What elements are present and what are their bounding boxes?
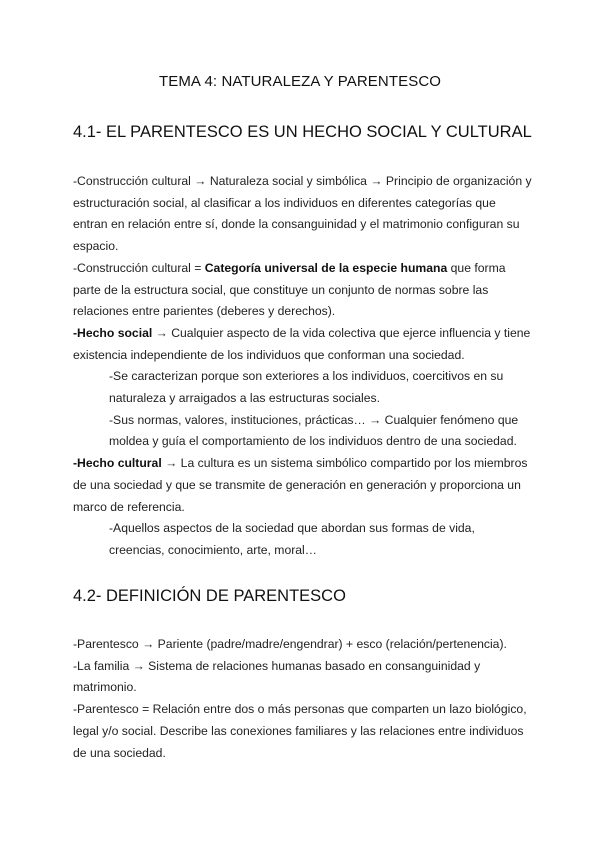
paragraph-aspectos-sociedad: -Aquellos aspectos de la sociedad que abordan sus formas de vida, creencias, conocimiento, arte, moral…	[109, 521, 475, 557]
page-title: TEMA 4: NATURALEZA Y PARENTESCO	[158, 73, 442, 90]
bold-term: -Hecho cultural	[73, 456, 162, 471]
paragraph-parentesco-definicion: -Parentesco = Relación entre dos o más personas que comparten un lazo biológico, legal y/o social. Describe las conexiones familiares y las relaciones entre individuos de una sociedad.	[73, 702, 527, 760]
paragraph-prefix: -Construcción cultural =	[73, 260, 205, 275]
paragraph-caracteristicas: -Se caracterizan porque son exteriores a los individuos, coercitivos en su naturaleza y arraigados a las estructuras sociales.	[109, 369, 504, 406]
paragraph-la-familia: -La familia → Sistema de relaciones humanas basado en consanguinidad y matrimonio.	[73, 658, 481, 695]
paragraph-construccion-cultural: -Construcción cultural → Naturaleza social y simbólica → Principio de organización y estructuración social, al clasificar a los individuos en diferentes categorías que entran en relación entre sí, donde la consanguinidad y el matrimonio configuran su espacio.	[73, 174, 532, 254]
paragraph-categoria-universal	[73, 258, 533, 323]
paragraph-rest: → La cultura es un sistema simbólico compartido por los miembros de una sociedad y que se transmite de generación en generación y proporciona un marco de referencia.	[73, 456, 528, 514]
paragraph-hecho-cultural	[73, 453, 533, 518]
paragraph-rest: → Cualquier aspecto de la vida colectiva que ejerce influencia y tiene existencia independiente de los individuos que conforman una sociedad.	[73, 325, 531, 362]
bold-term: Categoría universal de la especie humana	[204, 260, 448, 275]
paragraph-rest: que forma parte de la estructura social, que constituye un conjunto de normas sobre las relaciones entre parientes (deberes y derechos).	[73, 260, 506, 319]
section-body-4-2	[73, 634, 533, 764]
paragraph-normas-valores: -Sus normas, valores, instituciones, prácticas… → Cualquier fenómeno que moldea y guía el comportamiento de los individuos dentro de una sociedad.	[109, 412, 519, 449]
paragraph-hecho-social	[73, 323, 533, 366]
section-body-4-1	[73, 171, 533, 562]
bold-term: -Hecho social	[73, 325, 153, 340]
paragraph-parentesco-etimologia: -Parentesco → Pariente (padre/madre/engendrar) + esco (relación/pertenencia).	[73, 637, 507, 651]
section-heading-4-1: 4.1- EL PARENTESCO ES UN HECHO SOCIAL Y CULTURAL	[73, 123, 532, 141]
section-heading-4-2: 4.2- DEFINICIÓN DE PARENTESCO	[73, 587, 346, 605]
